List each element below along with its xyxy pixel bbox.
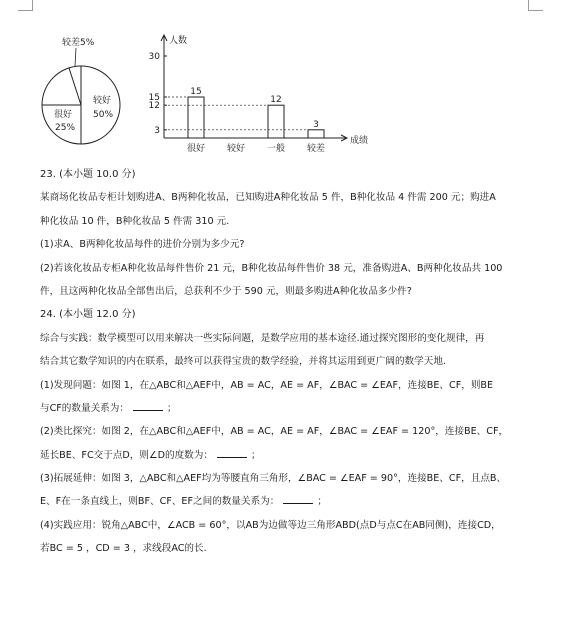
q24-part-2b-end: ； <box>250 449 261 461</box>
q24-part-1b <box>40 397 540 420</box>
statistics-figure <box>30 28 370 163</box>
answer-blank-1[interactable] <box>133 401 163 411</box>
q24-part-1b-text: 与CF的数量关系为： <box>40 402 129 414</box>
bar-chart-axes <box>149 34 368 146</box>
pie-label-verygood: 很好 <box>54 110 73 120</box>
q24-part-1b-end: ； <box>166 402 177 414</box>
y-tick-label: 15 <box>148 93 160 103</box>
pie-divider-poor <box>69 68 81 105</box>
q24-part-2b-text: 延长BE、FC交于点D，则∠D的度数为： <box>40 449 213 461</box>
q24-part-2b <box>40 444 540 467</box>
y-tick-label: 12 <box>148 101 160 112</box>
q24-part-3a: (3)拓展延伸：如图 3，△ABC和△AEF均为等腰直角三角形，∠BAC = ∠EAF = 90°，连接BE、CF，且点B、 <box>40 473 507 485</box>
pie-leader-line <box>75 48 76 66</box>
bar-2 <box>268 105 284 138</box>
answer-blank-3[interactable] <box>283 494 313 504</box>
q23-part-1: (1)求A、B两种化妆品每件的进价分别为多少元? <box>40 239 245 251</box>
y-tick-label: 30 <box>148 52 160 62</box>
q24-part-2a: (2)类比探究：如图 2，在△ABC和△AEF中，AB = AC，AE = AF，∠BAC = ∠EAF = 120°，连接BE、CF， <box>40 426 509 438</box>
q23-heading: 23. (本小题 10.0 分) <box>40 169 136 180</box>
bar-value-label: 12 <box>270 95 282 106</box>
q23-line-1: 某商场化妆品专柜计划购进A、B两种化妆品，已知购进A种化妆品 5 件，B种化妆品 4 件需 200 元；购进A <box>40 192 496 204</box>
y-axis-label: 人数 <box>169 36 188 46</box>
pie-label-verygood-pct: 25% <box>55 123 76 133</box>
q23-line-2: 种化妆品 10 件，B种化妆品 5 件需 310 元. <box>40 215 230 227</box>
pie-label-good: 较好 <box>93 96 112 106</box>
x-category-label: 一般 <box>266 144 286 154</box>
q24-part-4b: 若BC = 5 ，CD = 3 ，求线段AC的长. <box>40 543 207 555</box>
q24-heading: 24. (本小题 12.0 分) <box>40 309 136 321</box>
x-axis-label: 成绩 <box>350 136 369 146</box>
bar-chart-marks <box>164 87 325 154</box>
bar-chart <box>140 28 369 163</box>
pie-label-good-pct: 50% <box>93 110 114 120</box>
x-category-label: 很好 <box>186 144 206 154</box>
q24-part-3b <box>40 490 540 513</box>
bar-3 <box>308 130 324 138</box>
page-top-edge <box>0 0 561 12</box>
corner-mark-right <box>528 0 543 11</box>
q24-intro-1: 综合与实践：数学模型可以用来解决一些实际问题，是数学应用的基本途径.通过探究图形的变化规律，再 <box>40 332 485 344</box>
corner-mark-left <box>18 0 33 11</box>
q24-part-3b-text: E、F在一条直线上，则BF、CF、EF之间的数量关系为： <box>40 496 280 508</box>
q24-part-1a: (1)发现问题：如图 1，在△ABC和△AEF中，AB = AC，AE = AF，∠BAC = ∠EAF，连接BE、CF，则BE <box>40 379 494 391</box>
x-category-label: 较差 <box>306 144 326 154</box>
q23-part-2a: (2)若该化妆品专柜A种化妆品每件售价 21 元，B种化妆品每件售价 38 元，准备购进A、B两种化妆品共 100 <box>40 262 503 274</box>
q24-part-3b-end: ； <box>317 496 327 508</box>
q23-part-2b: 件，且这两种化妆品全部售出后，总获利不少于 590 元，则最多购进A种化妆品多少件? <box>40 285 412 297</box>
bar-value-label: 15 <box>190 87 202 97</box>
x-category-label: 较好 <box>226 144 246 154</box>
questions <box>40 163 540 561</box>
q24-intro-2: 结合其它数学知识的内在联系，最终可以获得宝贵的数学经验，并将其运用到更广阔的数学天地. <box>40 356 446 368</box>
bar-0 <box>188 97 204 138</box>
pie-chart <box>30 28 140 138</box>
pie-label-poor: 较差5% <box>62 38 95 48</box>
answer-blank-2[interactable] <box>217 448 247 458</box>
y-tick-label: 3 <box>154 125 160 136</box>
bar-value-label: 3 <box>313 119 319 130</box>
q24-part-4a: (4)实践应用：锐角△ABC中，∠ACB = 60°，以AB为边做等边三角形ABD(点D与点C在AB同侧)，连接CD， <box>40 519 501 531</box>
